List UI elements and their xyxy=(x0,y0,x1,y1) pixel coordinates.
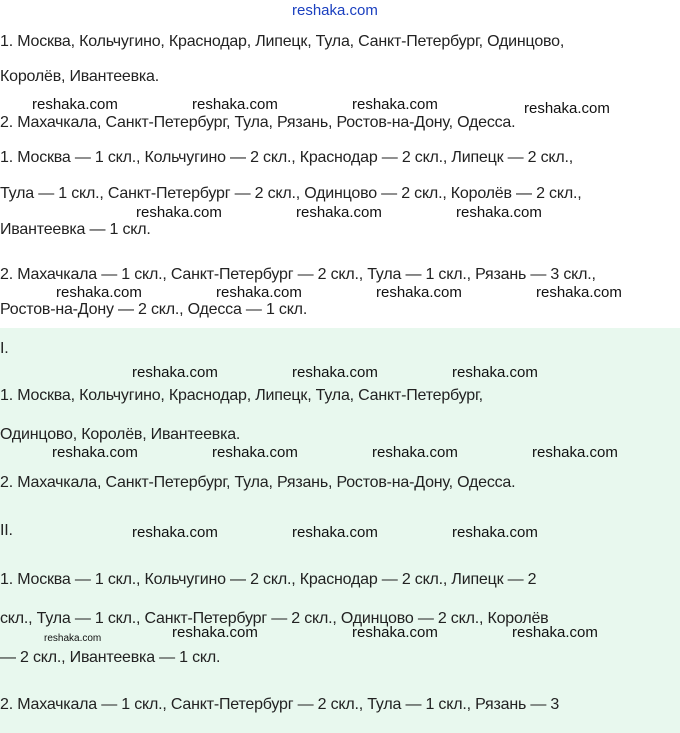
watermark-text: reshaka.com xyxy=(132,524,218,541)
answer-line-2: 1. Москва, Кольчугино, Краснодар, Липецк, Тула, Санкт-Петербург, xyxy=(0,387,483,404)
answer-line-9: 2. Махачкала — 1 скл., Санкт-Петербург — 2 скл., Тула — 1 скл., Рязань — 3 xyxy=(0,696,560,713)
watermark-text: reshaka.com xyxy=(56,284,142,301)
watermark-text: reshaka.com xyxy=(172,624,258,641)
watermark-text: reshaka.com xyxy=(192,96,278,113)
watermark-text: reshaka.com xyxy=(292,364,378,381)
watermark-text-small: reshaka.com xyxy=(44,633,102,644)
top-line-2: Королёв, Ивантеевка. xyxy=(0,68,159,85)
watermark-text: reshaka.com xyxy=(52,444,138,461)
watermark-text: reshaka.com xyxy=(32,96,118,113)
answer-line-7: скл., Тула — 1 скл., Санкт-Петербург — 2 скл., Одинцово — 2 скл., Королёв xyxy=(0,610,549,627)
watermark-text: reshaka.com xyxy=(292,524,378,541)
watermark-text: reshaka.com xyxy=(216,284,302,301)
top-line-5: Тула — 1 скл., Санкт-Петербург — 2 скл., Одинцово — 2 скл., Королёв — 2 скл., xyxy=(0,185,582,202)
top-line-6: Ивантеевка — 1 скл. xyxy=(0,221,151,238)
top-line-3: 2. Махачкала, Санкт-Петербург, Тула, Рязань, Ростов-на-Дону, Одесса. xyxy=(0,114,516,131)
top-line-1: 1. Москва, Кольчугино, Краснодар, Липецк, Тула, Санкт-Петербург, Одинцово, xyxy=(0,33,565,50)
watermark-text: reshaka.com xyxy=(136,204,222,221)
top-line-8: Ростов-на-Дону — 2 скл., Одесса — 1 скл. xyxy=(0,301,308,318)
site-header-link[interactable]: reshaka.com xyxy=(292,2,378,19)
watermark-text: reshaka.com xyxy=(512,624,598,641)
watermark-text: reshaka.com xyxy=(536,284,622,301)
answer-line-3: Одинцово, Королёв, Ивантеевка. xyxy=(0,426,241,443)
answer-line-6: 1. Москва — 1 скл., Кольчугино — 2 скл., Краснодар — 2 скл., Липецк — 2 xyxy=(0,571,537,588)
watermark-text: reshaka.com xyxy=(452,524,538,541)
watermark-text: reshaka.com xyxy=(524,100,610,117)
watermark-text: reshaka.com xyxy=(376,284,462,301)
watermark-text: reshaka.com xyxy=(132,364,218,381)
top-line-7: 2. Махачкала — 1 скл., Санкт-Петербург — 2 скл., Тула — 1 скл., Рязань — 3 скл., xyxy=(0,266,596,283)
watermark-text: reshaka.com xyxy=(456,204,542,221)
watermark-text: reshaka.com xyxy=(296,204,382,221)
watermark-text: reshaka.com xyxy=(352,96,438,113)
watermark-text: reshaka.com xyxy=(372,444,458,461)
watermark-text: reshaka.com xyxy=(452,364,538,381)
top-line-4: 1. Москва — 1 скл., Кольчугино — 2 скл., Краснодар — 2 скл., Липецк — 2 скл., xyxy=(0,149,574,166)
answer-line-8: — 2 скл., Ивантеевка — 1 скл. xyxy=(0,649,221,666)
watermark-text: reshaka.com xyxy=(212,444,298,461)
watermark-text: reshaka.com xyxy=(352,624,438,641)
answer-line-1: I. xyxy=(0,340,9,357)
answer-line-4: 2. Махачкала, Санкт-Петербург, Тула, Рязань, Ростов-на-Дону, Одесса. xyxy=(0,474,516,491)
answer-line-5: II. xyxy=(0,522,13,539)
watermark-text: reshaka.com xyxy=(532,444,618,461)
